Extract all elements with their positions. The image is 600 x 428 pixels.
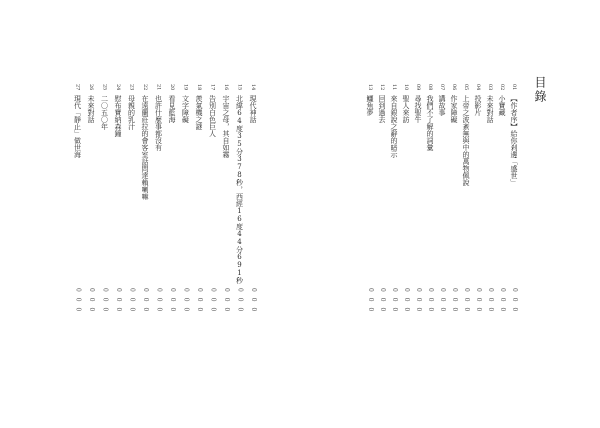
toc-page-number: 0 0 0 <box>155 288 163 314</box>
toc-page-number: 0 0 0 <box>463 288 470 314</box>
toc-entry-number: 10 <box>403 84 409 91</box>
toc-entry <box>86 84 96 123</box>
toc-entry-number: 17 <box>209 84 216 91</box>
toc-page-number: 0 0 0 <box>499 288 506 314</box>
toc-entry-title: 文字障礙 <box>181 95 190 123</box>
toc-entry-title: 母親的乳汁 <box>127 95 136 130</box>
toc-entry-number: 03 <box>487 84 493 91</box>
toc-entry-number: 22 <box>142 84 148 91</box>
toc-entry <box>401 84 411 123</box>
toc-entry-number: 07 <box>439 84 445 91</box>
toc-page-number: 0 0 0 <box>101 288 109 314</box>
toc-entry-number: 08 <box>427 84 433 91</box>
toc-entry-title: 【作者序】給你剎邊「盛世」 <box>510 95 518 186</box>
toc-entry-title: 聖人來訪 <box>402 95 410 123</box>
toc-entry-number: 20 <box>169 84 175 91</box>
toc-entry <box>449 84 459 123</box>
toc-entry <box>235 84 245 284</box>
toc-entry-number: 13 <box>367 84 373 91</box>
toc-entry <box>221 84 231 158</box>
toc-entry <box>100 84 110 130</box>
toc-entry-number: 26 <box>88 84 94 91</box>
toc-entry-number: 25 <box>101 84 108 91</box>
toc-page-number: 0 0 0 <box>88 288 95 314</box>
toc-page-number: 0 0 0 <box>196 288 203 314</box>
toc-entry-title: 羨氣機之謎 <box>195 95 203 130</box>
toc-page-number: 0 0 0 <box>391 288 398 314</box>
toc-page-number: 0 0 0 <box>128 288 136 314</box>
toc-entry-title: 慰布寶納森鐘 <box>114 95 122 137</box>
toc-entry <box>413 84 423 123</box>
toc-entry-title: 小寶藏 <box>498 95 506 116</box>
toc-entry-number: 16 <box>223 84 229 91</box>
toc-entry-number: 04 <box>475 84 481 91</box>
toc-entry <box>485 84 495 123</box>
toc-entry <box>461 84 471 186</box>
toc-entry-title: 我們不了解的詞彙 <box>426 95 434 151</box>
toc-entry <box>497 84 507 116</box>
toc-page-number: 0 0 0 <box>439 288 446 314</box>
toc-entry <box>154 84 164 151</box>
toc-page-number: 0 0 0 <box>223 288 230 314</box>
toc-entry-title: 二〇五〇年 <box>100 95 109 130</box>
toc-page-number: 0 0 0 <box>511 288 518 314</box>
toc-entry <box>127 84 137 130</box>
toc-entry-title: 投影片 <box>474 95 482 116</box>
toc-page-number: 0 0 0 <box>236 288 244 314</box>
toc-entry <box>473 84 483 116</box>
toc-entry-title: 作家障礙 <box>450 95 458 123</box>
toc-entry-number: 24 <box>115 84 121 91</box>
toc-right-page <box>300 0 600 428</box>
toc-page-number: 0 0 0 <box>427 288 434 314</box>
toc-entry-title: 未來對話 <box>87 95 95 123</box>
toc-entry-title: 在遠蘭莊拉的會客室話問達賴喇嘛 <box>141 95 149 200</box>
toc-page-number: 0 0 0 <box>379 288 386 314</box>
toc-entry-title: 北緯64度35分378秒，西經16度44分691秒 <box>235 95 244 284</box>
toc-entry-number: 14 <box>250 84 256 91</box>
toc-entry-title: 現代神話 <box>249 95 257 123</box>
toc-entry-title: 現代「靜止」做世海 <box>73 95 82 158</box>
toc-entry <box>73 84 83 158</box>
toc-entry-title: 講故事 <box>438 95 446 116</box>
toc-page-number: 0 0 0 <box>142 288 149 314</box>
toc-page-number: 0 0 0 <box>475 288 482 314</box>
toc-entry <box>167 84 177 123</box>
toc-entry-title: 看見藍海 <box>168 95 176 123</box>
toc-page-number: 0 0 0 <box>182 288 190 314</box>
toc-entry <box>113 84 123 137</box>
toc-entry-title: 告別白色巨人 <box>208 95 217 137</box>
toc-entry <box>208 84 218 137</box>
toc-entry <box>365 84 375 116</box>
toc-page-number: 0 0 0 <box>169 288 176 314</box>
toc-entry <box>194 84 204 130</box>
toc-entry <box>181 84 191 123</box>
toc-entry <box>377 84 387 123</box>
toc-entry-title: 來自銀說之辭的暗示 <box>390 95 398 158</box>
toc-page-number: 0 0 0 <box>209 288 217 314</box>
toc-entry-number: 27 <box>74 84 81 91</box>
toc-entry-number: 11 <box>391 84 397 91</box>
toc-entry-title: 鱷魚夢 <box>366 95 374 116</box>
toc-entry-number: 21 <box>155 84 162 91</box>
toc-entry <box>248 84 258 123</box>
toc-entry <box>509 84 519 186</box>
toc-entry-number: 23 <box>128 84 135 91</box>
toc-entry-number: 09 <box>415 84 421 91</box>
toc-entry-number: 18 <box>196 84 202 91</box>
toc-page-number: 0 0 0 <box>415 288 422 314</box>
toc-page-number: 0 0 0 <box>250 288 257 314</box>
toc-page-number: 0 0 0 <box>367 288 374 314</box>
toc-entry-number: 19 <box>182 84 189 91</box>
toc-entry-number: 06 <box>451 84 457 91</box>
toc-entry <box>140 84 150 200</box>
toc-entry-number: 02 <box>499 84 505 91</box>
toc-entry-title: 也許什麼事都沒有 <box>154 95 163 151</box>
toc-entry-title: 回到過去 <box>378 95 386 123</box>
toc-page-number: 0 0 0 <box>403 288 410 314</box>
toc-entry-number: 05 <box>463 84 469 91</box>
toc-entry-number: 15 <box>236 84 243 91</box>
toc-entry-title: 尋找聖牛 <box>414 95 422 123</box>
toc-entry <box>437 84 447 116</box>
toc-title: 目錄 <box>533 76 547 104</box>
toc-page-number: 0 0 0 <box>487 288 494 314</box>
toc-entry-title: 未來對話 <box>486 95 494 123</box>
toc-page-number: 0 0 0 <box>451 288 458 314</box>
toc-entry <box>389 84 399 158</box>
toc-entry-title: 上帝之波紊無與中的萬物佩說 <box>462 95 470 186</box>
toc-entry <box>425 84 435 151</box>
toc-page-number: 0 0 0 <box>74 288 82 314</box>
toc-entry-number: 12 <box>379 84 385 91</box>
toc-entry-title: 宇宙之母，其自如霧 <box>222 95 230 158</box>
toc-entry-number: 01 <box>511 84 517 91</box>
toc-page-number: 0 0 0 <box>115 288 122 314</box>
